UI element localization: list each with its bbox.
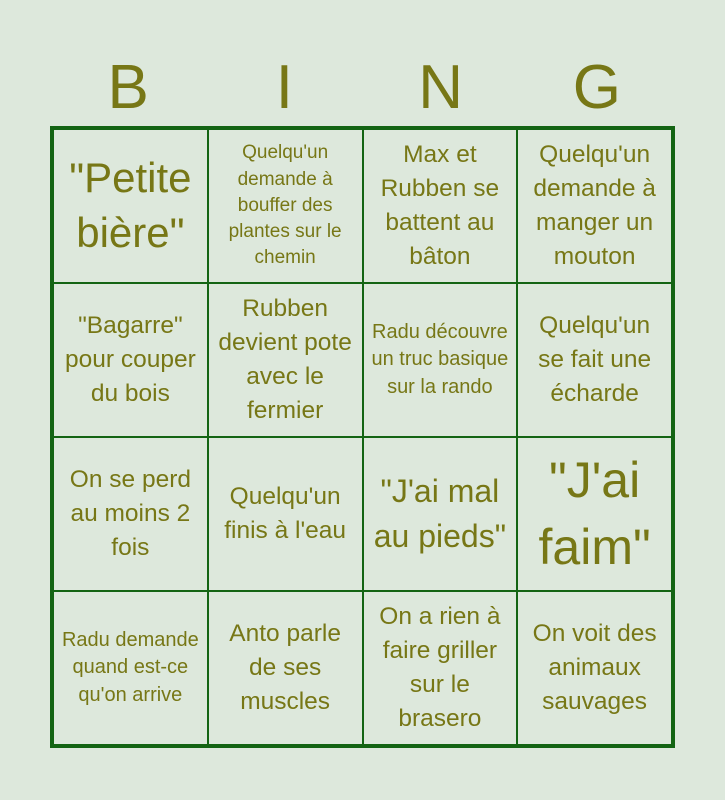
bingo-cell[interactable] <box>53 129 208 283</box>
bingo-cell[interactable] <box>517 129 672 283</box>
bingo-cell[interactable] <box>363 283 518 437</box>
header-letter-i: I <box>275 53 293 122</box>
bingo-cell[interactable] <box>53 591 208 745</box>
cell-text: Anto parle de ses muscles <box>229 620 341 715</box>
header-letter-b: B <box>107 53 149 122</box>
bingo-cell[interactable] <box>53 437 208 591</box>
bingo-header <box>50 50 675 126</box>
cell-text: Radu découvre un truc basique sur la rando <box>371 320 509 398</box>
cell-text: "Bagarre" pour couper du bois <box>64 312 196 407</box>
cell-text: "Petite bière" <box>69 154 192 256</box>
bingo-cell[interactable] <box>517 591 672 745</box>
bingo-cell[interactable] <box>208 283 363 437</box>
bingo-cell[interactable] <box>517 437 672 591</box>
bingo-cell[interactable] <box>363 591 518 745</box>
cell-text: Quelqu'un demande à bouffer des plantes sur le chemin <box>228 142 342 269</box>
bingo-cell[interactable] <box>363 437 518 591</box>
cell-text: "J'ai faim" <box>538 451 651 575</box>
header-letter-g: G <box>572 53 621 122</box>
cell-text: "J'ai mal au pieds" <box>373 473 507 554</box>
bingo-cell[interactable] <box>208 129 363 283</box>
bingo-cell[interactable] <box>208 591 363 745</box>
cell-text: Rubben devient pote avec le fermier <box>218 295 352 424</box>
cell-text: On a rien à faire griller sur le brasero <box>379 603 501 732</box>
bingo-board <box>50 126 675 748</box>
bingo-cell[interactable] <box>517 283 672 437</box>
header-letter-n: N <box>418 53 464 122</box>
cell-text: Quelqu'un finis à l'eau <box>224 483 347 544</box>
bingo-cell[interactable] <box>53 283 208 437</box>
cell-text: Quelqu'un se fait une écharde <box>538 312 652 407</box>
cell-text: Radu demande quand est-ce qu'on arrive <box>61 628 199 706</box>
cell-text: On se perd au moins 2 fois <box>69 466 191 561</box>
cell-text: On voit des animaux sauvages <box>532 620 657 715</box>
bingo-cell[interactable] <box>363 129 518 283</box>
cell-text: Quelqu'un demande à manger un mouton <box>533 141 656 270</box>
cell-text: Max et Rubben se battent au bâton <box>380 141 500 270</box>
bingo-cell[interactable] <box>208 437 363 591</box>
